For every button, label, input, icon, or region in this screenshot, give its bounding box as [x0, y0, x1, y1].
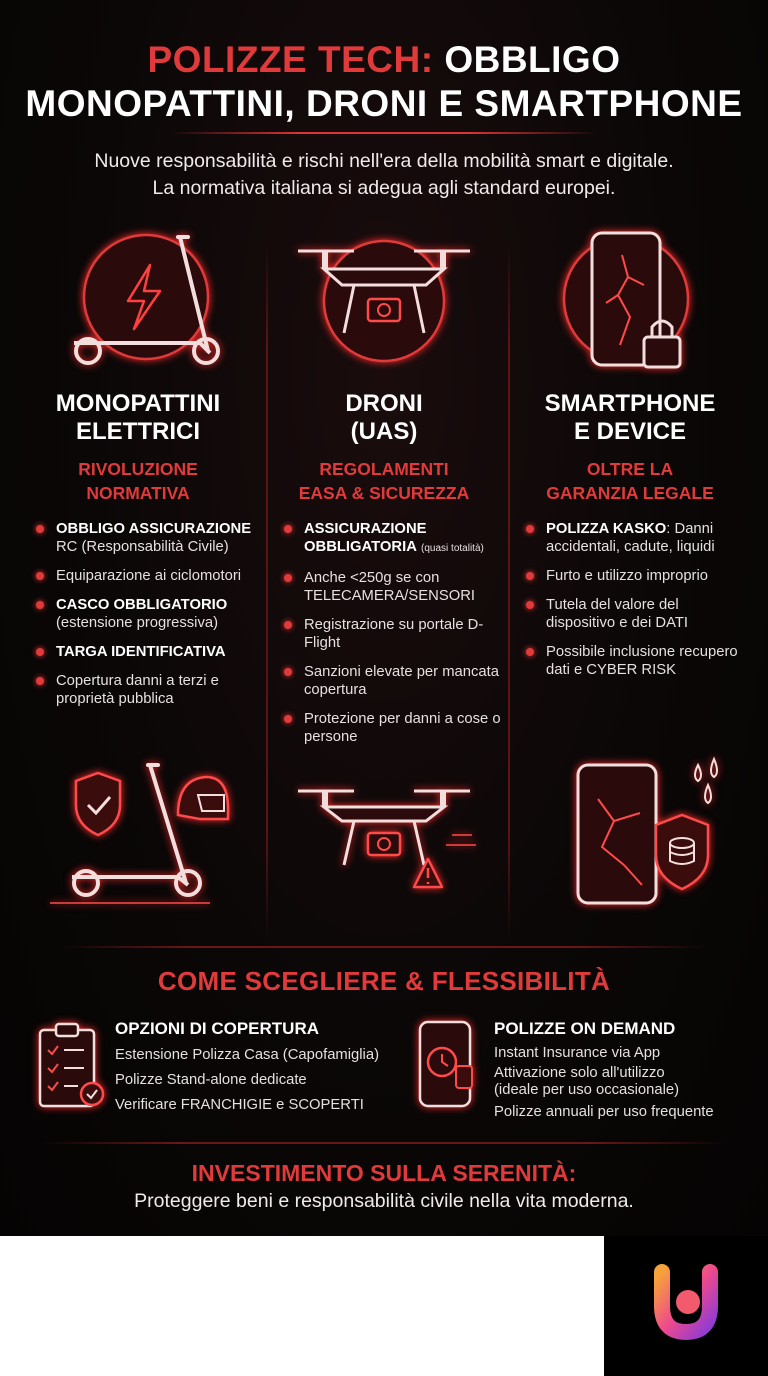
column-title-line-1: SMARTPHONE [544, 390, 716, 417]
drone-icon [256, 225, 512, 375]
bullet-dot [284, 525, 292, 533]
column-subtitle-line-1: REGOLAMENTI [319, 459, 449, 479]
on-demand-heading: POLIZZE ON DEMAND [494, 1019, 676, 1038]
list-item [36, 672, 268, 708]
scooter-icon [10, 225, 266, 375]
shield-check-icon [76, 773, 120, 835]
bullet-text: Possibile inclusione recupero dati e CYBER RISK [546, 644, 738, 678]
column-title [502, 390, 758, 446]
helmet-icon [178, 777, 228, 819]
bullet-bold: OBBLIGO ASSICURAZIONE [56, 521, 252, 537]
bullet-dot [36, 601, 44, 609]
column-title-line-2: (UAS) [350, 418, 418, 445]
bullet-dot [526, 525, 534, 533]
app-logo-box [604, 1236, 768, 1376]
section-divider [60, 946, 708, 948]
list-item [36, 596, 268, 632]
footer-text: Proteggere beni e responsabilità civile nella vita moderna. [134, 1190, 634, 1212]
drone-warning-icon [256, 755, 512, 915]
column-subtitle [502, 457, 758, 505]
column-subtitle [10, 457, 266, 505]
column-title-line-2: ELETTRICI [76, 418, 200, 445]
bullet-dot [284, 621, 292, 629]
on-demand-line: (ideale per uso occasionale) [494, 1082, 680, 1098]
list-item [36, 643, 268, 661]
bullet-dot [526, 601, 534, 609]
bullet-bold: CASCO OBBLIGATORIO [56, 597, 228, 613]
bullet-list [284, 520, 508, 757]
bullet-list [526, 520, 748, 690]
database-shield-icon [656, 815, 708, 889]
bullet-text: Furto e utilizzo improprio [546, 568, 708, 584]
bullet-text: Copertura danni a terzi e proprietà pubblica [56, 673, 219, 707]
list-item [526, 520, 748, 556]
water-drop-icon [695, 759, 717, 803]
column-subtitle-line-1: OLTRE LA [586, 459, 674, 479]
camera-icon [368, 299, 400, 321]
list-item [36, 520, 268, 556]
column-title [10, 390, 266, 446]
bullet-dot [284, 715, 292, 723]
title-white-1: OBBLIGO [444, 39, 621, 80]
coverage-option-line: Polizze Stand-alone dedicate [115, 1072, 307, 1088]
bullet-text: Protezione per danni a cose o persone [304, 711, 501, 745]
title-divider [170, 132, 598, 134]
checklist-icon [34, 1020, 106, 1112]
bullet-dot [36, 525, 44, 533]
bullet-text: Tutela del valore del dispositivo e dei DATI [546, 597, 689, 631]
column-title-line-1: DRONI [345, 390, 423, 417]
bullet-dot [526, 572, 534, 580]
scooter-safety-icon [10, 755, 266, 915]
on-demand-line: Instant Insurance via App [494, 1045, 661, 1061]
column-subtitle-line-2: GARANZIA LEGALE [546, 483, 714, 503]
bullet-small: (quasi totalità) [421, 543, 484, 554]
app-logo [604, 1236, 768, 1376]
list-item [284, 569, 508, 605]
bullet-dot [36, 677, 44, 685]
bullet-dot [36, 648, 44, 656]
list-item [284, 520, 508, 558]
on-demand-line: Attivazione solo all'utilizzo [494, 1065, 665, 1081]
bullet-text: RC (Responsabilità Civile) [56, 539, 229, 555]
bullet-list [36, 520, 268, 719]
page-title [0, 38, 768, 126]
list-item [526, 567, 748, 585]
column-subtitle-line-1: RIVOLUZIONE [78, 459, 198, 479]
smartphone-protection-icon [502, 755, 758, 915]
title-white-2: MONOPATTINI, DRONI E SMARTPHONE [25, 83, 743, 124]
coverage-option-line: Verificare FRANCHIGIE e SCOPERTI [115, 1097, 364, 1113]
column-subtitle-line-2: EASA & SICUREZZA [298, 483, 470, 503]
bullet-dot [284, 574, 292, 582]
smartphone-icon [502, 225, 758, 375]
choose-title: COME SCEGLIERE & FLESSIBILITÀ [157, 966, 611, 996]
bullet-text: Equiparazione ai ciclomotori [56, 568, 242, 584]
bullet-dot [36, 572, 44, 580]
subtitle-line-1: Nuove responsabilità e rischi nell'era della mobilità smart e digitale. [94, 150, 674, 172]
bullet-text: Sanzioni elevate per mancata copertura [304, 664, 499, 698]
column-subtitle-line-2: NORMATIVA [86, 483, 190, 503]
column-title-line-1: MONOPATTINI [55, 390, 221, 417]
list-item [526, 596, 748, 632]
column-title [256, 390, 512, 446]
bullet-text: : Danni accidentali, cadute, liquidi [546, 521, 715, 555]
column-title-line-2: E DEVICE [573, 418, 687, 445]
bullet-dot [526, 648, 534, 656]
coverage-options-heading: OPZIONI DI COPERTURA [115, 1019, 320, 1038]
subtitle-line-2: La normativa italiana si adegua agli standard europei. [152, 177, 616, 199]
bullet-dot [284, 668, 292, 676]
subtitle [0, 148, 768, 202]
title-red: POLIZZE TECH: [147, 39, 434, 80]
list-item [284, 710, 508, 746]
bullet-bold: ASSICURAZIONE OBBLIGATORIA [304, 521, 427, 555]
on-demand-line: Polizze annuali per uso frequente [494, 1104, 714, 1120]
coverage-option-line: Estensione Polizza Casa (Capofamiglia) [115, 1047, 380, 1063]
bullet-text: Anche <250g se con TELECAMERA/SENSORI [304, 570, 476, 604]
list-item [284, 663, 508, 699]
footer-title: INVESTIMENTO SULLA SERENITÀ: [191, 1160, 577, 1186]
bullet-text: Registrazione su portale D-Flight [304, 617, 484, 651]
list-item [526, 643, 748, 679]
list-item [36, 567, 268, 585]
footer-divider [40, 1142, 728, 1144]
phone-clock-icon [414, 1018, 478, 1110]
list-item [284, 616, 508, 652]
bullet-bold: POLIZZA KASKO [546, 521, 667, 537]
column-subtitle [256, 457, 512, 505]
bullet-bold: TARGA IDENTIFICATIVA [56, 644, 226, 660]
bullet-text: (estensione progressiva) [56, 615, 219, 631]
